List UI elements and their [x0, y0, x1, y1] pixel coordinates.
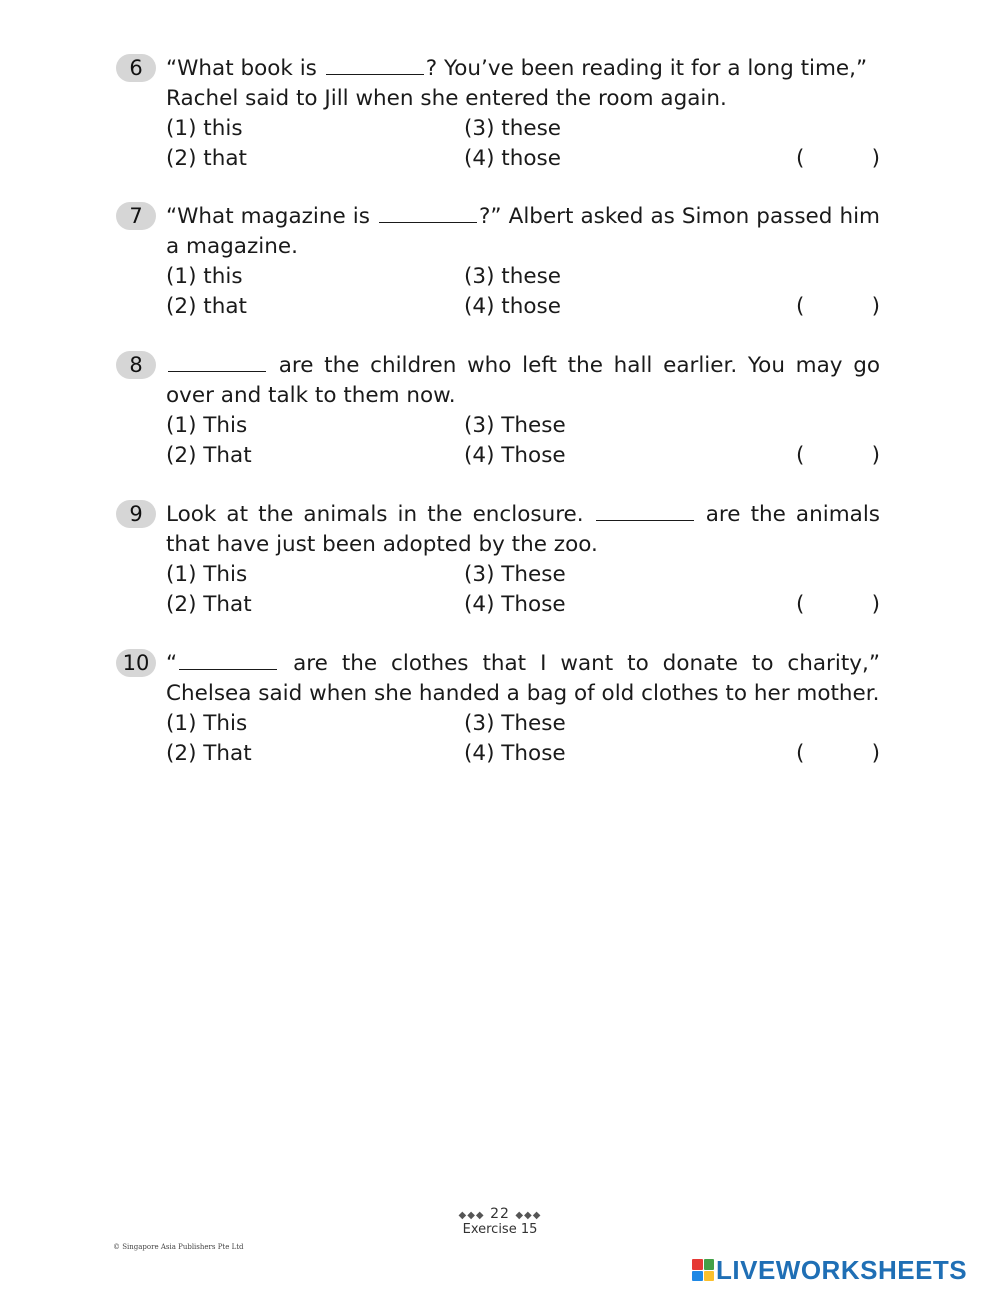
bracket-open: (	[796, 443, 805, 468]
question-number-badge: 9	[116, 500, 156, 528]
logo-square	[704, 1259, 715, 1270]
option-1[interactable]: (1) This	[166, 711, 248, 736]
page-number: 22	[490, 1206, 510, 1222]
question-number-badge: 8	[116, 351, 156, 379]
question-9	[116, 500, 896, 620]
option-4[interactable]: (4) Those	[464, 741, 566, 766]
stem-text-before: “What book is	[166, 56, 324, 81]
question-10	[116, 649, 896, 769]
question-number-badge: 6	[116, 54, 156, 82]
option-2[interactable]: (2) That	[166, 741, 252, 766]
answer-bracket[interactable]	[796, 739, 880, 769]
stem-line-2: over and talk to them now.	[166, 383, 456, 408]
bracket-close: )	[871, 146, 880, 171]
question-7	[116, 202, 896, 322]
question-number-badge: 7	[116, 202, 156, 230]
option-3[interactable]: (3) These	[464, 711, 566, 736]
option-2[interactable]: (2) that	[166, 294, 247, 319]
bracket-close: )	[871, 443, 880, 468]
answer-blank[interactable]	[596, 500, 694, 521]
copyright: © Singapore Asia Publishers Pte Ltd	[113, 1243, 244, 1251]
option-3[interactable]: (3) these	[464, 116, 562, 141]
stem-line-2: Rachel said to Jill when she entered the room again.	[166, 86, 727, 111]
answer-bracket[interactable]	[796, 144, 880, 174]
bracket-open: (	[796, 294, 805, 319]
options-grid	[166, 560, 896, 620]
bracket-open: (	[796, 146, 805, 171]
bracket-open: (	[796, 741, 805, 766]
stem-text-before: Look at the animals in the enclosure.	[166, 502, 594, 527]
question-stem	[166, 500, 880, 560]
options-grid	[166, 709, 896, 769]
liveworksheets-logo-icon	[692, 1259, 714, 1281]
exercise-label: Exercise 15	[462, 1222, 538, 1237]
question-8	[116, 351, 896, 471]
stem-line-2: Chelsea said when she handed a bag of old clothes to her mother.	[166, 681, 880, 706]
stem-line-2: that have just been adopted by the zoo.	[166, 532, 598, 557]
option-4[interactable]: (4) those	[464, 146, 561, 171]
question-stem	[166, 202, 880, 262]
answer-blank[interactable]	[379, 202, 477, 223]
stem-text-after: ? You’ve been reading it for a long time,”	[425, 56, 868, 81]
logo-square	[704, 1271, 715, 1282]
stem-text-after: are the children who left the hall earlier. You may go	[268, 353, 880, 378]
ornament-left-icon: ◆◆◆	[458, 1210, 485, 1221]
option-3[interactable]: (3) These	[464, 562, 566, 587]
bracket-open: (	[796, 592, 805, 617]
bracket-close: )	[871, 294, 880, 319]
option-2[interactable]: (2) That	[166, 443, 252, 468]
stem-text-after: ?” Albert asked as Simon passed him	[479, 204, 880, 229]
stem-text-before: “	[166, 651, 178, 676]
bracket-close: )	[871, 592, 880, 617]
option-1[interactable]: (1) This	[166, 562, 248, 587]
ornament-right-icon: ◆◆◆	[515, 1210, 542, 1221]
stem-text-before: “What magazine is	[166, 204, 378, 229]
question-6	[116, 54, 896, 174]
page-number-line	[0, 1206, 1000, 1222]
answer-bracket[interactable]	[796, 441, 880, 471]
stem-line-2: a magazine.	[166, 234, 298, 259]
stem-text-after: are the clothes that I want to donate to charity,”	[279, 651, 880, 676]
option-1[interactable]: (1) this	[166, 264, 243, 289]
logo-square	[692, 1259, 703, 1270]
answer-bracket[interactable]	[796, 590, 880, 620]
liveworksheets-brand[interactable]	[692, 1255, 967, 1285]
option-1[interactable]: (1) This	[166, 413, 248, 438]
option-3[interactable]: (3) these	[464, 264, 562, 289]
option-1[interactable]: (1) this	[166, 116, 243, 141]
options-grid	[166, 262, 896, 322]
question-stem	[166, 351, 880, 411]
option-4[interactable]: (4) those	[464, 294, 561, 319]
option-2[interactable]: (2) That	[166, 592, 252, 617]
brand-name: LIVEWORKSHEETS	[716, 1254, 968, 1285]
option-4[interactable]: (4) Those	[464, 592, 566, 617]
question-number-badge: 10	[116, 649, 156, 677]
option-3[interactable]: (3) These	[464, 413, 566, 438]
answer-blank[interactable]	[326, 54, 424, 75]
answer-blank[interactable]	[168, 351, 266, 372]
question-stem	[166, 54, 880, 114]
stem-text-after: are the animals	[695, 502, 880, 527]
bracket-close: )	[871, 741, 880, 766]
question-stem	[166, 649, 880, 709]
answer-blank[interactable]	[179, 649, 277, 670]
options-grid	[166, 411, 896, 471]
option-4[interactable]: (4) Those	[464, 443, 566, 468]
answer-bracket[interactable]	[796, 292, 880, 322]
option-2[interactable]: (2) that	[166, 146, 247, 171]
options-grid	[166, 114, 896, 174]
logo-square	[692, 1271, 703, 1282]
